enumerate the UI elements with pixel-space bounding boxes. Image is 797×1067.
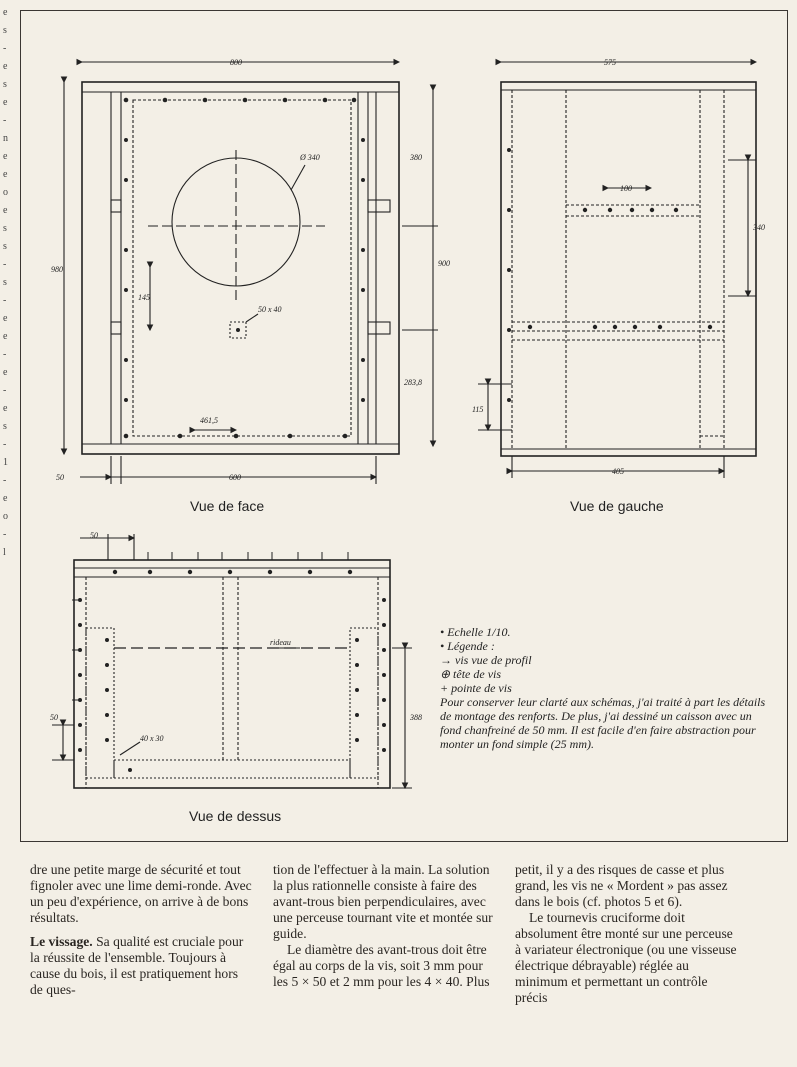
- margin-letter: -: [3, 259, 7, 270]
- margin-letter: e: [3, 367, 8, 378]
- margin-letter: -: [3, 529, 7, 540]
- article-column-3: [515, 862, 737, 1006]
- margin-letter: e: [3, 151, 8, 162]
- margin-letter: -: [3, 43, 7, 54]
- margin-letter: -: [3, 385, 7, 396]
- legend-item-tip: + pointe de vis: [440, 681, 512, 695]
- article-column-2: [273, 862, 495, 990]
- margin-letter: s: [3, 25, 7, 36]
- dim-left-small: 115: [472, 405, 484, 414]
- dim-front-width: 800: [230, 58, 242, 67]
- caption-top-view: Vue de dessus: [189, 808, 282, 824]
- legend-item-profile: → vis vue de profil: [440, 653, 532, 667]
- dim-front-upper: 380: [410, 153, 422, 162]
- dim-top-rideau: rideau: [270, 638, 291, 647]
- dim-left-inner: 100: [620, 184, 632, 193]
- caption-left-view: Vue de gauche: [570, 498, 664, 514]
- dim-front-left-small: 145: [138, 293, 150, 302]
- margin-letter: s: [3, 223, 7, 234]
- margin-letter: s: [3, 277, 7, 288]
- dim-front-circle: Ø 340: [300, 153, 320, 162]
- margin-letter: n: [3, 133, 8, 144]
- dim-top-left-small: 50: [50, 713, 58, 722]
- legend-note: Pour conserver leur clarté aux schémas, j'ai traité à part les détails de montage des renforts. De plus, j'ai dessiné un caisson avec un fond chanfreiné de 50 mm. Il est facile d'en faire abstraction pour monter un fond simple (25 mm).: [440, 695, 766, 751]
- margin-letter: e: [3, 97, 8, 108]
- margin-letter: s: [3, 241, 7, 252]
- dim-front-edge: 50: [56, 473, 64, 482]
- margin-letter: -: [3, 439, 7, 450]
- margin-letter: s: [3, 421, 7, 432]
- margin-letter: -: [3, 475, 7, 486]
- margin-letter: l: [3, 547, 6, 558]
- dim-top-rect: 40 x 30: [140, 734, 164, 743]
- article-column-1: [30, 862, 252, 998]
- dim-front-height: 980: [51, 265, 63, 274]
- dim-top-right: 388: [410, 713, 422, 722]
- dim-left-bottom: 405: [612, 467, 624, 476]
- left-view-drawing: [478, 62, 756, 478]
- dim-front-rect: 50 x 40: [258, 305, 282, 314]
- caption-front-view: Vue de face: [190, 498, 265, 514]
- paragraph: petit, il y a des risques de casse et plus grand, les vis ne « Mordent » pas assez dans le bois (cf. photos 5 et 6).: [515, 862, 728, 909]
- margin-letter: -: [3, 349, 7, 360]
- margin-letter: e: [3, 61, 8, 72]
- margin-letter: e: [3, 403, 8, 414]
- dim-front-bottom-inner: 461,5: [200, 416, 218, 425]
- screw-tips: [72, 552, 348, 700]
- section-heading: Le vissage.: [30, 934, 93, 949]
- dim-front-middle: 900: [438, 259, 450, 268]
- margin-letter: e: [3, 313, 8, 324]
- front-view-drawing: [64, 62, 438, 484]
- paragraph: Le diamètre des avant-trous doit être égal au corps de la vis, soit 3 mm pour les 5 × 50 et 2 mm pour les 4 × 40. Plus: [273, 942, 490, 989]
- legend-title: • Légende :: [440, 639, 495, 653]
- margin-letter: 1: [3, 457, 8, 468]
- legend-scale: • Echelle 1/10.: [440, 625, 511, 639]
- margin-letter: e: [3, 169, 8, 180]
- dim-front-bottom-width: 600: [229, 473, 241, 482]
- paragraph: dre une petite marge de sécurité et tout fignoler avec une lime demi-ronde. Avec un peu d'expérience, on arrive à de bons résultats.: [30, 862, 252, 925]
- figure-legend: [440, 625, 770, 751]
- paragraph: tion de l'effectuer à la main. La solution la plus rationnelle consiste à faire des avant-trous bien perpendiculaires, avec une perceuse tournant vite et montée sur guide.: [273, 862, 493, 941]
- dim-left-right: 340: [753, 223, 765, 232]
- margin-letter: e: [3, 7, 8, 18]
- dim-left-width: 575: [604, 58, 616, 67]
- margin-letter: e: [3, 493, 8, 504]
- legend-item-head: ⊕ tête de vis: [440, 667, 502, 681]
- margin-letter: s: [3, 79, 7, 90]
- dim-front-lower: 283,8: [404, 378, 422, 387]
- margin-letter: e: [3, 205, 8, 216]
- margin-letter: o: [3, 511, 8, 522]
- margin-letter: e: [3, 331, 8, 342]
- margin-letter: o: [3, 187, 8, 198]
- margin-letter: -: [3, 115, 7, 126]
- margin-letter: -: [3, 295, 7, 306]
- dim-top-left: 50: [90, 531, 98, 540]
- paragraph: Le tournevis cruciforme doit absolument être monté sur une perceuse à variateur électronique (ou une visseuse électrique débrayable) réglée au minimum et permettant un contrôle précis: [515, 910, 737, 1005]
- paragraph: Le vissage. Sa qualité est cruciale pour la réussite de l'ensemble. Toujours à cause du bois, il est pratiquement hors de ques-: [30, 934, 244, 997]
